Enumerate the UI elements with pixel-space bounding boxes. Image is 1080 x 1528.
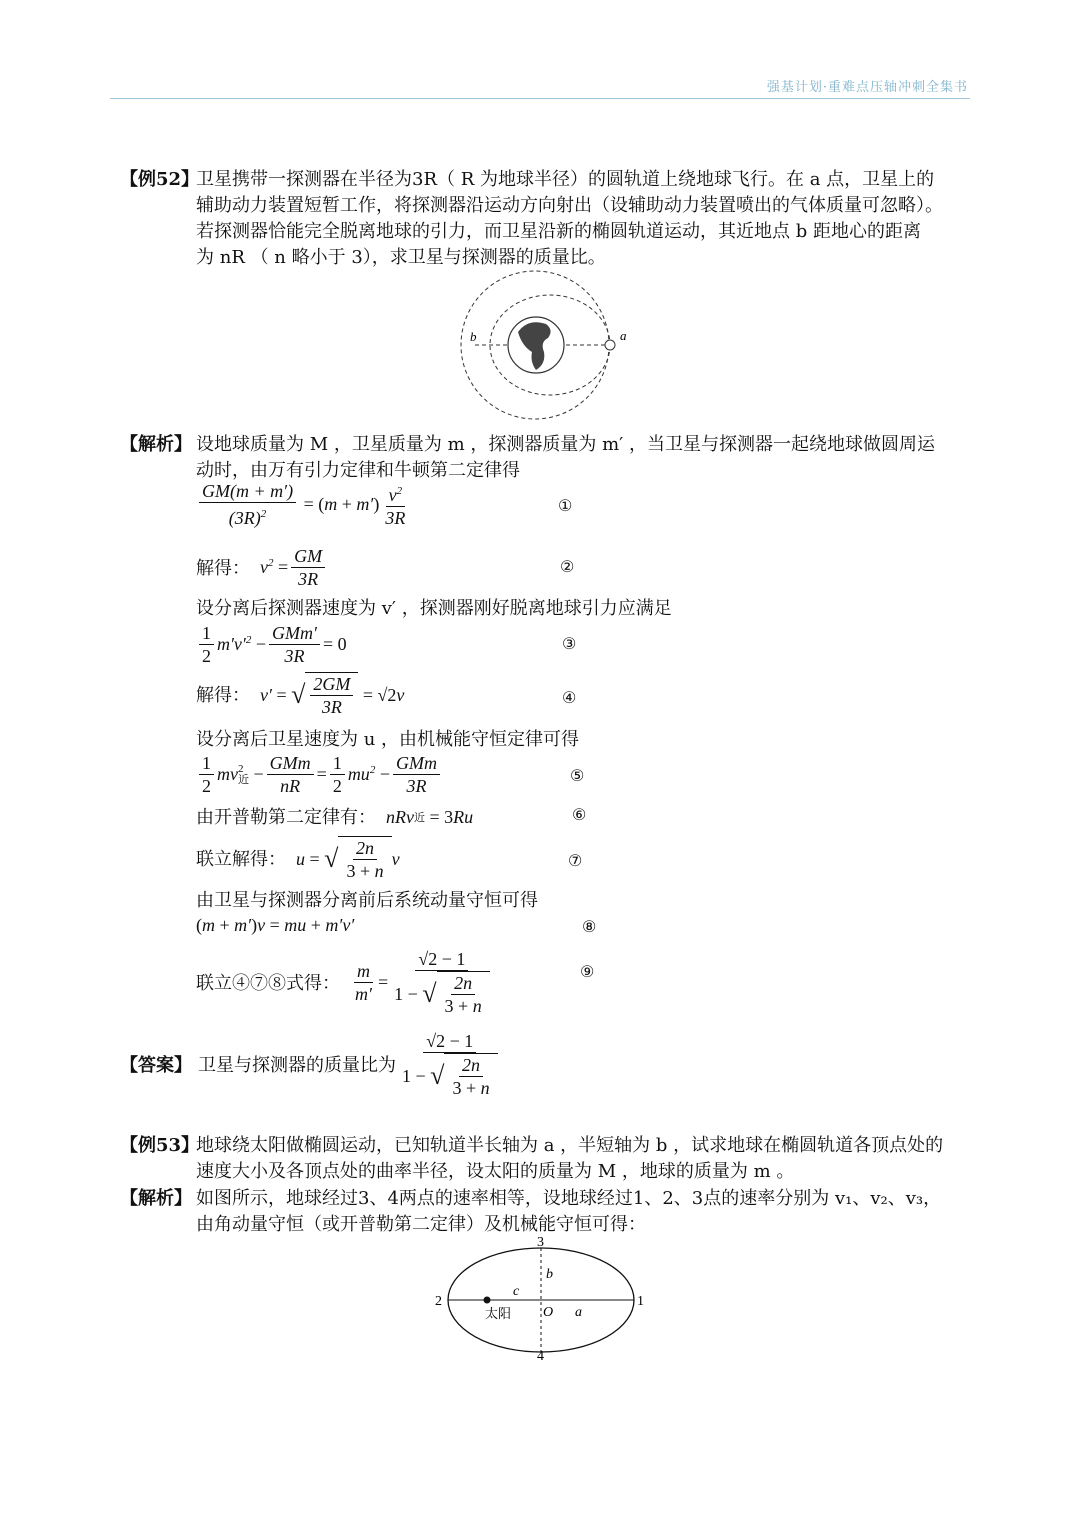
ex52-line: 卫星携带一探测器在半径为3R（ R 为地球半径）的圆轨道上绕地球飞行。在 a 点，卫星上的 <box>196 169 935 190</box>
vertex-1-label: 1 <box>637 1294 644 1309</box>
equation-7: 联立解得： u = √ $\frac{2n}{3 + n}$ v <box>196 838 400 881</box>
eq-number-3: ③ <box>562 634 577 653</box>
label-O: O <box>543 1305 554 1320</box>
equation-9: 联立④⑦⑧式得： $\frac{m}{m'}$ = √2 − 1 1 − √ $\frac{2n}{3 + n}$ <box>196 948 496 1017</box>
vertex-4-label: 4 <box>537 1349 544 1362</box>
sub-near: 近 <box>238 773 249 786</box>
vertex-3-label: 3 <box>537 1235 544 1250</box>
sol52-label: 【解析】 <box>120 434 192 455</box>
sol52-intro-line: 设地球质量为 M ，卫星质量为 m ，探测器质量为 m′ ，当卫星与探测器一起绕地球做圆周运 <box>196 434 935 455</box>
sol52-text6: 由开普勒第二定律有： <box>196 807 376 827</box>
sol53-line: 由角动量守恒（或开普勒第二定律）及机械能守恒可得： <box>196 1214 646 1235</box>
label-a: a <box>620 328 627 343</box>
equation-4: 解得： v′ = √ $\frac{2GM}{3R}$ = √2v <box>196 674 405 717</box>
ex53-line: 速度大小及各顶点处的曲率半径，设太阳的质量为 M ，地球的质量为 m 。 <box>196 1161 795 1182</box>
eq-number-1: ① <box>558 496 573 515</box>
label-b: b <box>470 329 477 344</box>
point-a-marker <box>605 340 615 350</box>
sun-label: 太阳 <box>485 1307 512 1322</box>
ex53-line: 地球绕太阳做椭圆运动，已知轨道半长轴为 a ，半短轴为 b ，试求地球在椭圆轨道各顶点处的 <box>196 1135 944 1156</box>
header-title: 强基计划·重难点压轴冲刺全集书 <box>766 80 968 95</box>
equation-8: (m + m′)v = mu + m′v′ <box>196 915 355 935</box>
sol53-label: 【解析】 <box>120 1188 192 1209</box>
ans52-label: 【答案】 <box>120 1054 192 1075</box>
equation-5: $\frac{1}{2}$ mv 2 近 − $\frac{\text{GMm}}{nR}$ = $\frac{1}{2}$ $mu^2$ − $\frac{\text{GMm}}{3R}$ <box>196 752 443 797</box>
ans52-text: 卫星与探测器的质量比为 <box>198 1054 396 1075</box>
ex53-text <box>196 1133 943 1185</box>
equation-1: $\frac{GM(m + m')}{(3R)^2}$ = (m + m′) $\frac{v^2}{3R}$ <box>196 480 411 529</box>
sol52-text5: 设分离后卫星速度为 u ，由机械能守恒定律可得 <box>196 729 580 750</box>
sol53-text <box>196 1186 941 1238</box>
ex52-line: 辅助动力装置短暂工作，将探测器沿运动方向射出（设辅助动力装置喷出的气体质量可忽略）。 <box>196 195 943 216</box>
label-a: a <box>575 1305 582 1320</box>
sol52-text7: 联立解得： <box>196 849 286 869</box>
sol52-text3: 设分离后探测器速度为 v′ ，探测器刚好脱离地球引力应满足 <box>196 598 672 619</box>
label-b: b <box>546 1267 553 1282</box>
label-c: c <box>513 1284 520 1299</box>
ellipse-figure <box>425 1232 655 1362</box>
eq-number-4: ④ <box>562 688 577 707</box>
ex52-label: 【例52】 <box>120 169 200 190</box>
answer-52: 【答案】 卫星与探测器的质量比为 √2 − 1 1 − √ $\frac{2n}{3 + n}$ <box>120 1030 504 1099</box>
ex53-label: 【例53】 <box>120 1135 200 1156</box>
sol52-intro <box>196 432 935 484</box>
eq-number-5: ⑤ <box>570 766 585 785</box>
solve-label: 解得： <box>196 685 250 705</box>
ex52-line: 若探测器恰能完全脱离地球的引力，而卫星沿新的椭圆轨道运动，其近地点 b 距地心的距离 <box>196 221 921 242</box>
sol52-intro-line: 动时，由万有引力定律和牛顿第二定律得 <box>196 460 520 481</box>
ex52-line: 为 nR （ n 略小于 3），求卫星与探测器的质量比。 <box>196 247 606 268</box>
equation-2: 解得： $v^2$ = $\frac{GM}{3R}$ <box>196 545 328 590</box>
sol52-text8: 由卫星与探测器分离前后系统动量守恒可得 <box>196 890 538 911</box>
equation-6: 由开普勒第二定律有： nRv 近 = 3Ru <box>196 804 473 830</box>
sol52-text9: 联立④⑦⑧式得： <box>196 972 340 993</box>
eq-number-7: ⑦ <box>568 851 583 870</box>
eq-number-2: ② <box>560 557 575 576</box>
sun-marker <box>484 1297 491 1304</box>
orbit-figure <box>450 264 640 426</box>
sol53-line: 如图所示，地球经过3、4两点的速率相等，设地球经过1、2、3点的速率分别为 v₁、v₂、v₃， <box>196 1188 942 1209</box>
eq-number-8: ⑧ <box>582 917 597 936</box>
header-rule <box>110 98 970 99</box>
solve-label: 解得： <box>196 557 250 578</box>
equation-3: $\frac{1}{2}$ $m'v'^2$ − $\frac{\text{GMm′}}{3R}$ = 0 <box>196 622 347 667</box>
sub-near: 近 <box>413 812 425 824</box>
eq-number-9: ⑨ <box>580 962 595 981</box>
vertex-2-label: 2 <box>435 1294 442 1309</box>
eq-number-6: ⑥ <box>572 805 587 824</box>
ex52-text <box>196 167 943 271</box>
